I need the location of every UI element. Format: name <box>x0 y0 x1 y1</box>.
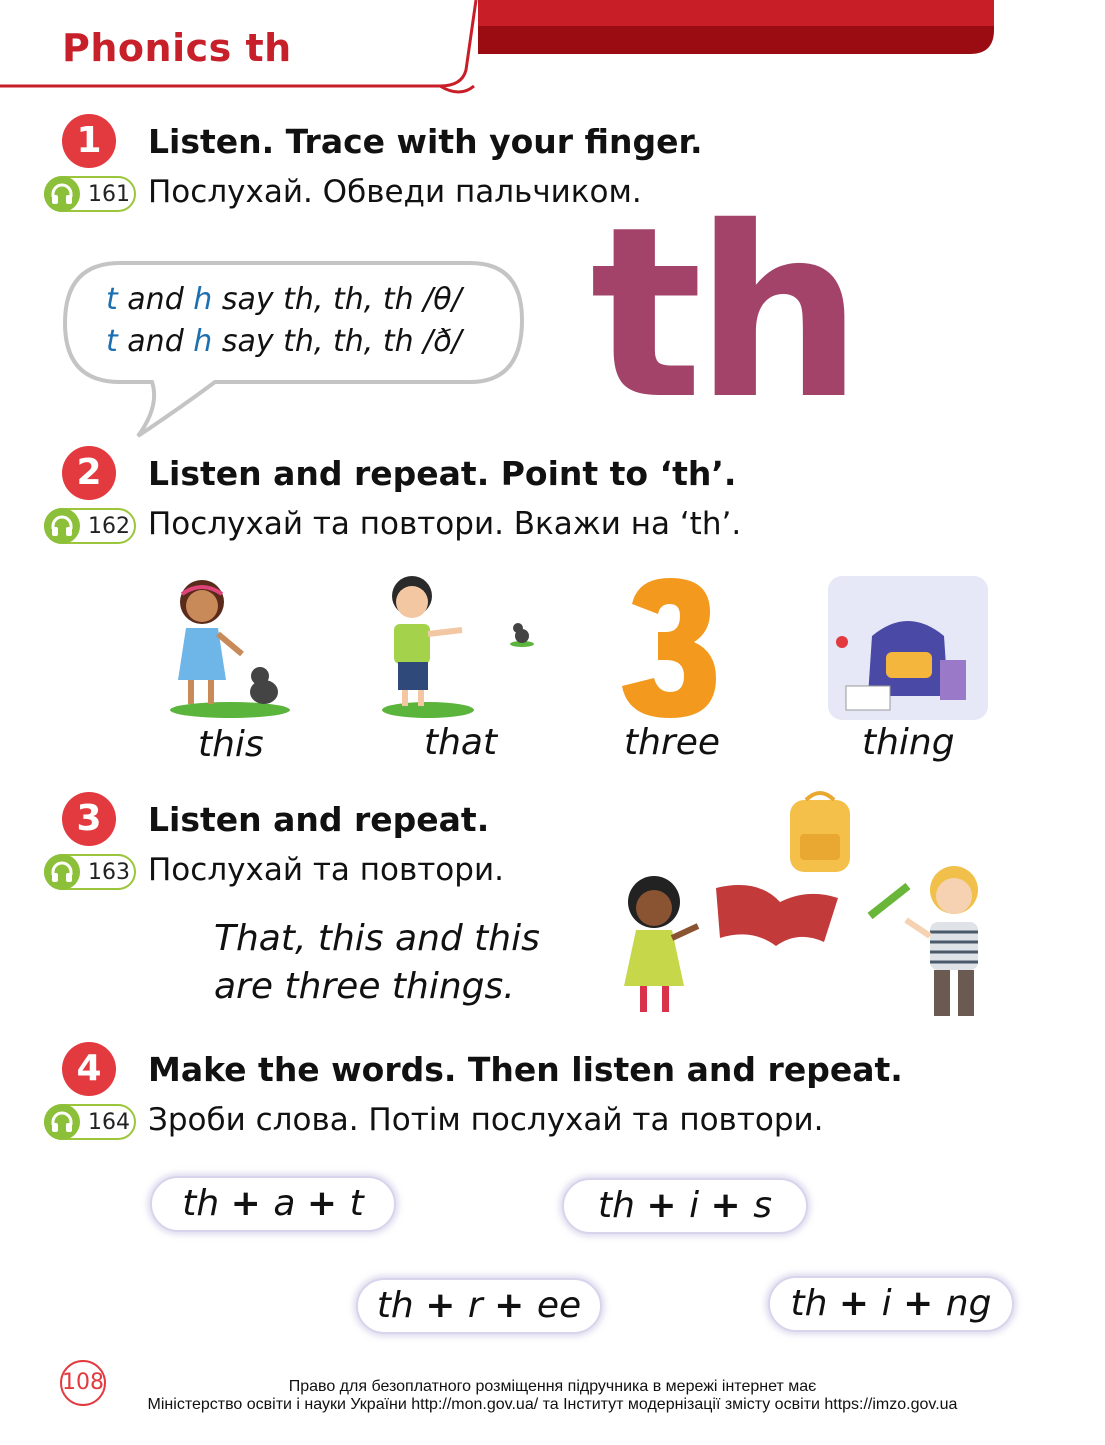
headphones-icon <box>44 1104 80 1140</box>
audio-track-number: 164 <box>88 1110 130 1135</box>
word-builder-this[interactable] <box>562 1178 808 1234</box>
letter-t: t <box>106 324 118 359</box>
word-part: th <box>376 1285 414 1326</box>
word-that: that <box>424 722 498 763</box>
word-builder-that[interactable] <box>150 1176 396 1232</box>
section-1-instruction-ua: Послухай. Обведи пальчиком. <box>148 174 642 210</box>
word-part: i <box>881 1283 892 1324</box>
section-4-number: 4 <box>62 1042 116 1096</box>
word-part: th <box>182 1183 220 1224</box>
bubble-text: and <box>117 324 194 359</box>
audio-track-161-button[interactable] <box>44 176 136 212</box>
word-builder-three[interactable] <box>356 1278 602 1334</box>
section-3-instruction: Listen and repeat. <box>148 800 490 839</box>
bubble-line-2 <box>106 324 462 359</box>
word-thing: thing <box>862 722 955 763</box>
audio-track-164-button[interactable] <box>44 1104 136 1140</box>
plus-sign: + <box>903 1283 946 1324</box>
section-3-instruction-ua: Послухай та повтори. <box>148 852 504 888</box>
letter-h: h <box>193 324 213 359</box>
chant-line-1: That, this and this <box>214 918 540 959</box>
boy-pointing-image[interactable] <box>378 572 548 722</box>
word-part: r <box>467 1285 483 1326</box>
footer-line-1: Право для безоплатного розміщення підручника в мережі інтернет має <box>288 1378 817 1395</box>
audio-track-number: 163 <box>88 860 130 885</box>
page-number: 108 <box>60 1360 106 1406</box>
number-three-image[interactable] <box>618 574 722 722</box>
plus-sign: + <box>230 1183 274 1224</box>
page-title: Phonics th <box>62 26 292 70</box>
bubble-text: and <box>117 282 194 317</box>
section-2-instruction-ua: Послухай та повтори. Вкажи на ‘th’. <box>148 506 742 542</box>
footer-line-2: Міністерство освіти і науки України http://mon.gov.ua/ та Інститут модернізації змісту освіти https://imzo.gov.ua <box>147 1396 958 1413</box>
chant-line-2: are three things. <box>214 966 515 1007</box>
girl-with-cat-image[interactable] <box>160 572 300 722</box>
bubble-text: say th, th, th /ð/ <box>212 324 462 359</box>
letter-t: t <box>106 282 118 317</box>
plus-sign: + <box>425 1285 468 1326</box>
word-three: three <box>624 722 721 763</box>
word-part: th <box>790 1283 828 1324</box>
word-part: t <box>349 1183 364 1224</box>
section-3-number: 3 <box>62 792 116 846</box>
section-2-instruction: Listen and repeat. Point to ‘th’. <box>148 454 737 493</box>
plus-sign: + <box>494 1285 537 1326</box>
children-with-school-things-image <box>608 790 998 1022</box>
bubble-line-1 <box>106 282 462 317</box>
letter-h: h <box>193 282 213 317</box>
headphones-icon <box>44 508 80 544</box>
plus-sign: + <box>306 1183 350 1224</box>
word-part: th <box>597 1185 635 1226</box>
word-part: ee <box>536 1285 582 1326</box>
plus-sign: + <box>838 1283 882 1324</box>
headphones-icon <box>44 176 80 212</box>
plus-sign: + <box>710 1185 754 1226</box>
word-part: i <box>689 1185 700 1226</box>
section-1-number: 1 <box>62 114 116 168</box>
word-builder-thing[interactable] <box>768 1276 1014 1332</box>
audio-track-number: 161 <box>88 182 130 207</box>
plus-sign: + <box>646 1185 690 1226</box>
section-4-instruction-ua: Зроби слова. Потім послухай та повтори. <box>148 1102 824 1138</box>
headphones-icon <box>44 854 80 890</box>
big-th-letters[interactable]: th <box>590 176 855 451</box>
section-4-instruction: Make the words. Then listen and repeat. <box>148 1050 903 1089</box>
section-2-number: 2 <box>62 446 116 500</box>
word-part: ng <box>945 1283 992 1324</box>
audio-track-162-button[interactable] <box>44 508 136 544</box>
audio-track-163-button[interactable] <box>44 854 136 890</box>
section-1-instruction: Listen. Trace with your finger. <box>148 122 703 161</box>
audio-track-number: 162 <box>88 514 130 539</box>
bubble-text: say th, th, th /θ/ <box>212 282 462 317</box>
word-this: this <box>198 724 264 765</box>
word-part: s <box>753 1185 773 1226</box>
school-things-image[interactable] <box>828 576 988 720</box>
word-part: a <box>273 1183 296 1224</box>
